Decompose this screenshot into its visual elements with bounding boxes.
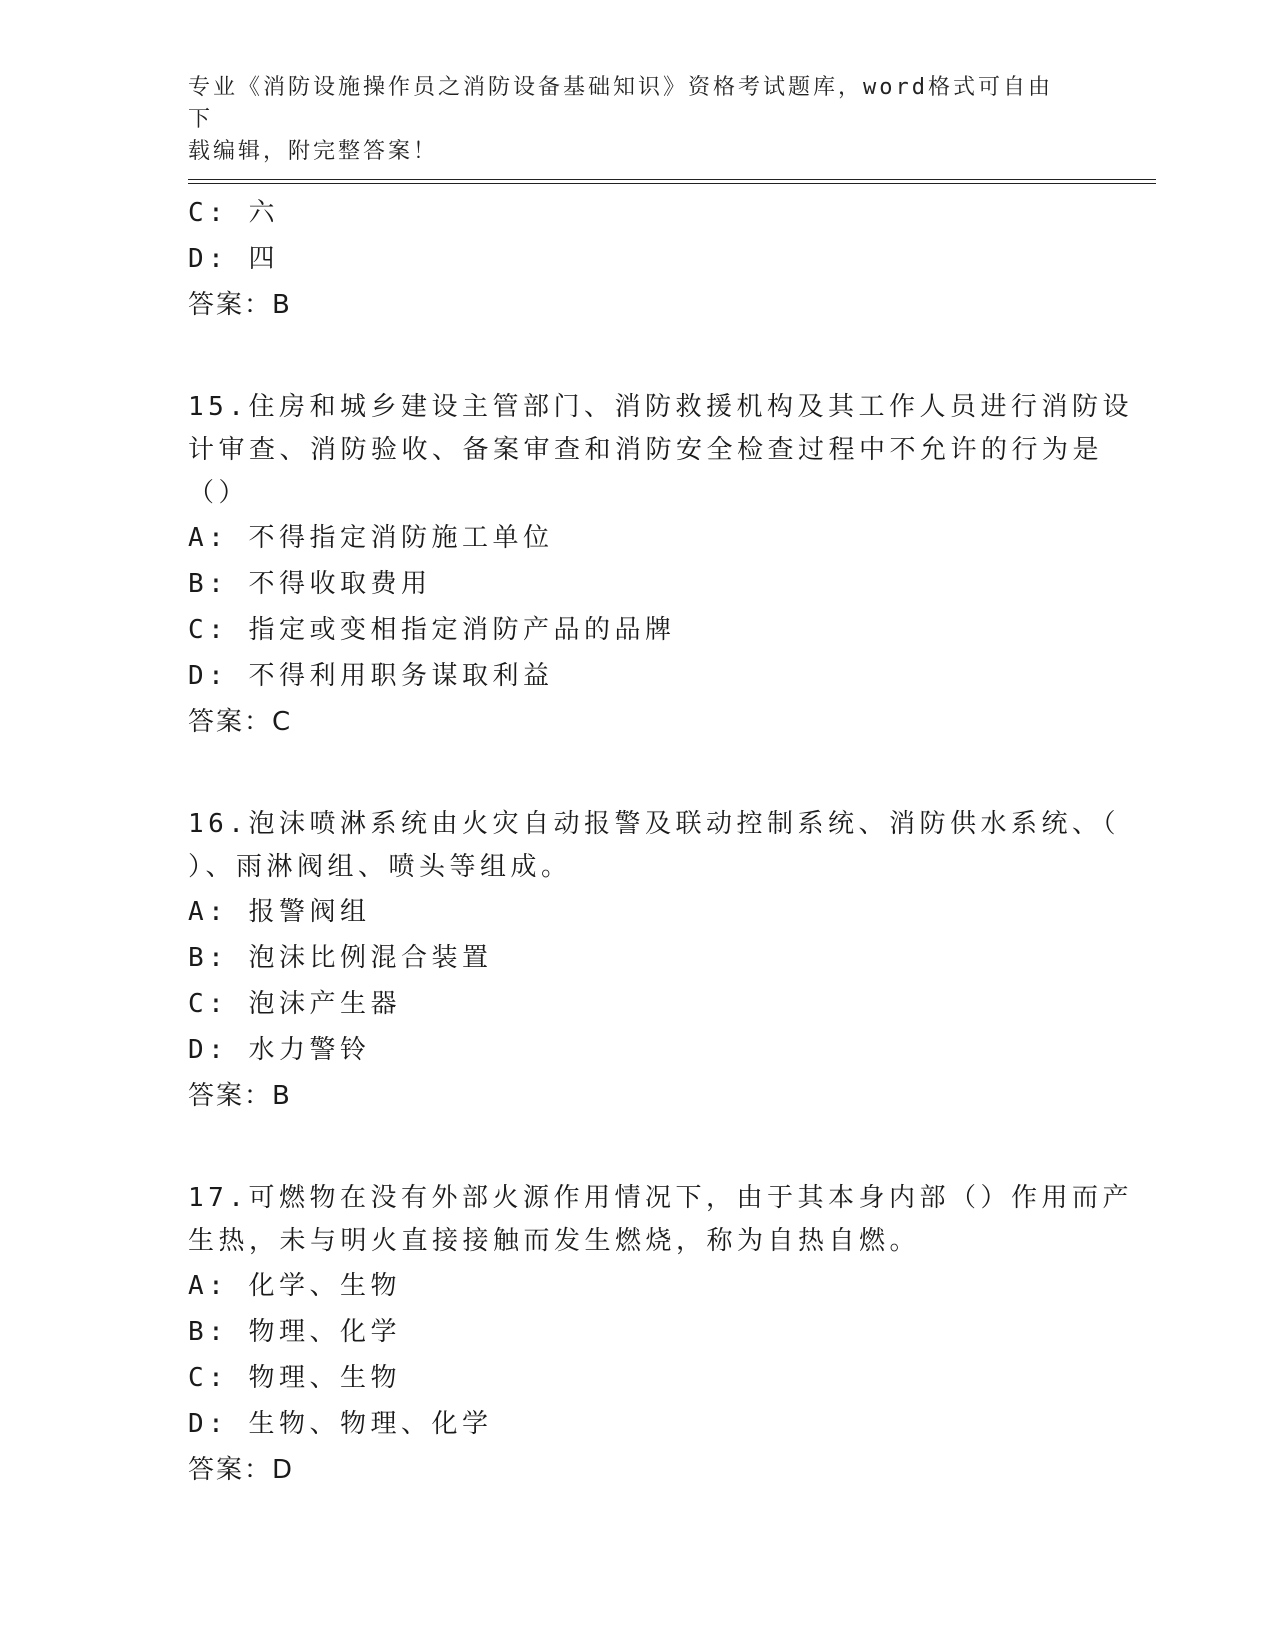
answer-line: 答案：C bbox=[188, 707, 293, 737]
document-header bbox=[188, 72, 1068, 168]
answer-line: 答案：B bbox=[188, 290, 292, 320]
question-text-line: （） bbox=[188, 478, 250, 508]
header-line-2: 载编辑，附完整答案！ bbox=[188, 139, 439, 164]
header-divider-bottom bbox=[188, 183, 1156, 184]
answer-line: 答案：B bbox=[188, 1081, 292, 1111]
option-d: D: 生物、物理、化学 bbox=[188, 1409, 493, 1439]
option-a: A: 不得指定消防施工单位 bbox=[188, 523, 554, 553]
spacer bbox=[188, 1119, 1088, 1177]
option-d: D: 水力警铃 bbox=[188, 1035, 371, 1065]
header-divider-top bbox=[188, 179, 1156, 180]
answer-line: 答案：D bbox=[188, 1455, 295, 1485]
spacer bbox=[188, 745, 1088, 803]
option-d: D: 不得利用职务谋取利益 bbox=[188, 661, 554, 691]
option-b: B: 泡沫比例混合装置 bbox=[188, 943, 493, 973]
question-16 bbox=[188, 803, 1120, 1119]
question-text-line: 计审查、消防验收、备案审查和消防安全检查过程中不允许的行为是 bbox=[188, 435, 1104, 465]
question-text-line: 16.泡沫喷淋系统由火灾自动报警及联动控制系统、消防供水系统、（ bbox=[188, 809, 1120, 839]
option-b: B: 不得收取费用 bbox=[188, 569, 432, 599]
option-c: C: 泡沫产生器 bbox=[188, 989, 401, 1019]
question-text-line: 生热，未与明火直接接触而发生燃烧，称为自热自燃。 bbox=[188, 1226, 921, 1256]
question-15 bbox=[188, 386, 1133, 745]
previous-question-tail bbox=[188, 190, 1088, 328]
question-text-line: ）、雨淋阀组、喷头等组成。 bbox=[188, 852, 572, 882]
question-text-line: 17.可燃物在没有外部火源作用情况下，由于其本身内部（）作用而产 bbox=[188, 1183, 1133, 1213]
spacer bbox=[188, 328, 1088, 386]
option-b: B: 物理、化学 bbox=[188, 1317, 401, 1347]
option-a: A: 化学、生物 bbox=[188, 1271, 401, 1301]
option-d: D: 四 bbox=[188, 244, 279, 274]
option-c: C: 物理、生物 bbox=[188, 1363, 401, 1393]
option-c: C: 六 bbox=[188, 198, 279, 228]
option-c: C: 指定或变相指定消防产品的品牌 bbox=[188, 615, 676, 645]
question-text-line: 15.住房和城乡建设主管部门、消防救援机构及其工作人员进行消防设 bbox=[188, 392, 1133, 422]
question-list bbox=[188, 190, 1133, 1493]
option-a: A: 报警阀组 bbox=[188, 897, 371, 927]
header-line-1: 专业《消防设施操作员之消防设备基础知识》资格考试题库，word格式可自由下 bbox=[188, 75, 1053, 132]
question-17 bbox=[188, 1177, 1133, 1493]
